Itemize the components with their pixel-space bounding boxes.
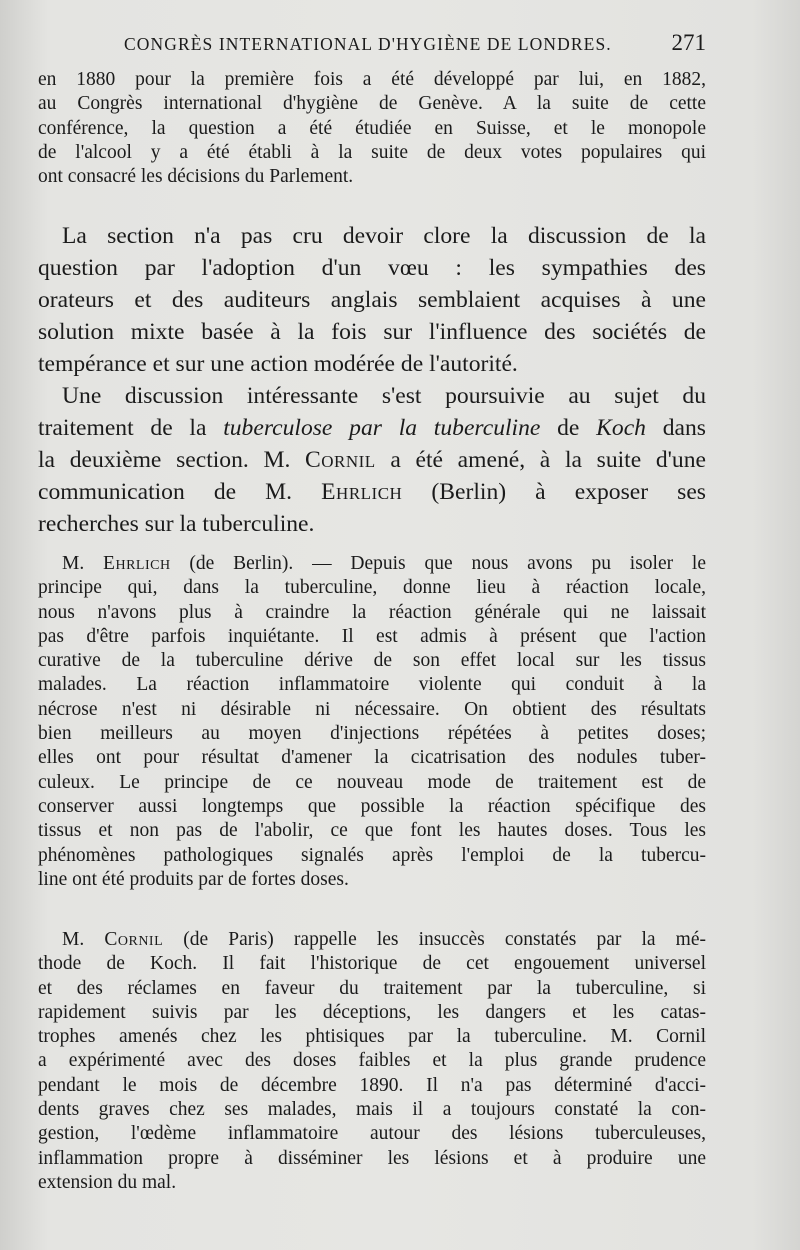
text-line (38, 412, 706, 444)
text-run: (de Paris) rappelle les insuccès constatés par la mé- (163, 929, 706, 950)
text-line: rapidement suivis par les déceptions, les dangers et les catas- (38, 1001, 706, 1023)
text-run: la deuxième section. M. (38, 447, 306, 474)
italic-name: Koch (596, 415, 646, 442)
text-line: conserver aussi longtemps que possible la réaction spécifique des (38, 795, 706, 817)
text-line: line ont été produits par de fortes doses. (38, 868, 349, 890)
text-line: nous n'avons plus à craindre la réaction générale qui ne laissait (38, 601, 706, 623)
text-line: tempérance et sur une action modérée de l'autorité. (38, 351, 518, 378)
text-run: (de Berlin). — Depuis que nous avons pu isoler le (170, 553, 706, 574)
text-line: culeux. Le principe de ce nouveau mode de traitement est de (38, 771, 706, 793)
text-line: La section n'a pas cru devoir clore la discussion de la (62, 223, 706, 249)
paragraph-1 (38, 68, 706, 189)
text-line: orateurs et des auditeurs anglais semblaient acquises à une (38, 287, 706, 314)
text-line: extension du mal. (38, 1171, 177, 1193)
text-line: inflammation propre à disséminer les lésions et à produire une (38, 1147, 706, 1169)
page-header (38, 30, 706, 62)
paragraph-4 (38, 552, 706, 892)
text-run: M. (62, 553, 104, 574)
text-line: pas d'être parfois inquiétante. Il est admis à présent que l'action (38, 625, 706, 647)
text-run: traitement de la (38, 415, 224, 442)
text-line: conférence, la question a été étudiée en Suisse, et le monopole (38, 117, 706, 139)
paragraph-3 (38, 380, 706, 540)
text-run: de (540, 415, 597, 442)
text-line: Une discussion intéressante s'est poursuivie au sujet du (62, 383, 706, 409)
italic-phrase: tuberculose par la tuberculine (223, 415, 541, 442)
text-line: dents graves chez ses malades, mais il a toujours constaté la con- (38, 1099, 706, 1121)
text-line: a expérimenté avec des doses faibles et la plus grande prudence (38, 1050, 706, 1072)
text-line: ont consacré les décisions du Parlement. (38, 166, 354, 188)
text-line: phénomènes pathologiques signalés après l'emploi de la tubercu- (38, 844, 706, 866)
text-run: M. (62, 929, 105, 950)
text-line (38, 444, 706, 476)
text-line: elles ont pour résultat d'amener la cicatrisation des nodules tuber- (38, 747, 706, 769)
text-line: solution mixte basée à la fois sur l'influence des sociétés de (38, 319, 706, 346)
text-line (38, 476, 706, 508)
person-name: Cornil (305, 447, 376, 474)
text-line: principe qui, dans la tuberculine, donne lieu à réaction locale, (38, 577, 706, 599)
text-line: pendant le mois de décembre 1890. Il n'a pas déterminé d'acci- (38, 1074, 706, 1096)
speaker-name: Ehrlich (103, 553, 171, 574)
text-run: dans (645, 415, 706, 442)
page-number: 271 (671, 30, 706, 55)
paragraph-5 (38, 928, 706, 1195)
text-line: recherches sur la tuberculine. (38, 511, 315, 538)
text-line: question par l'adoption d'un vœu : les sympathies des (38, 255, 706, 282)
text-line: malades. La réaction inflammatoire violente qui conduit à la (38, 674, 706, 696)
person-name: Ehrlich (321, 479, 403, 506)
speaker-name: Cornil (104, 929, 164, 950)
running-title: CONGRÈS INTERNATIONAL D'HYGIÈNE DE LONDRES. (124, 34, 612, 54)
text-line (38, 928, 706, 952)
paragraph-2 (38, 220, 706, 380)
text-line: de l'alcool y a été établi à la suite de deux votes populaires qui (38, 141, 706, 163)
text-line: curative de la tuberculine dérive de son effet local sur les tissus (38, 650, 706, 672)
text-line (38, 552, 706, 576)
text-line: gestion, l'œdème inflammatoire autour des lésions tuberculeuses, (38, 1123, 706, 1145)
text-run: communication de M. (38, 479, 322, 506)
text-line: et des réclames en faveur du traitement par la tuberculine, si (38, 977, 706, 999)
text-run: (Berlin) à exposer ses (402, 479, 706, 506)
text-line: tissus et non pas de l'abolir, ce que font les hautes doses. Tous les (38, 820, 706, 842)
text-line: au Congrès international d'hygiène de Genève. A la suite de cette (38, 93, 706, 115)
text-line: thode de Koch. Il fait l'historique de cet engouement universel (38, 953, 706, 975)
text-line: bien meilleurs au moyen d'injections répétées à petites doses; (38, 723, 706, 745)
text-line: nécrose n'est ni désirable ni nécessaire. On obtient des résultats (38, 698, 706, 720)
text-run: a été amené, à la suite d'une (375, 447, 706, 474)
text-line: trophes amenés chez les phtisiques par la tuberculine. M. Cornil (38, 1026, 706, 1048)
text-line: en 1880 pour la première fois a été développé par lui, en 1882, (38, 69, 706, 90)
